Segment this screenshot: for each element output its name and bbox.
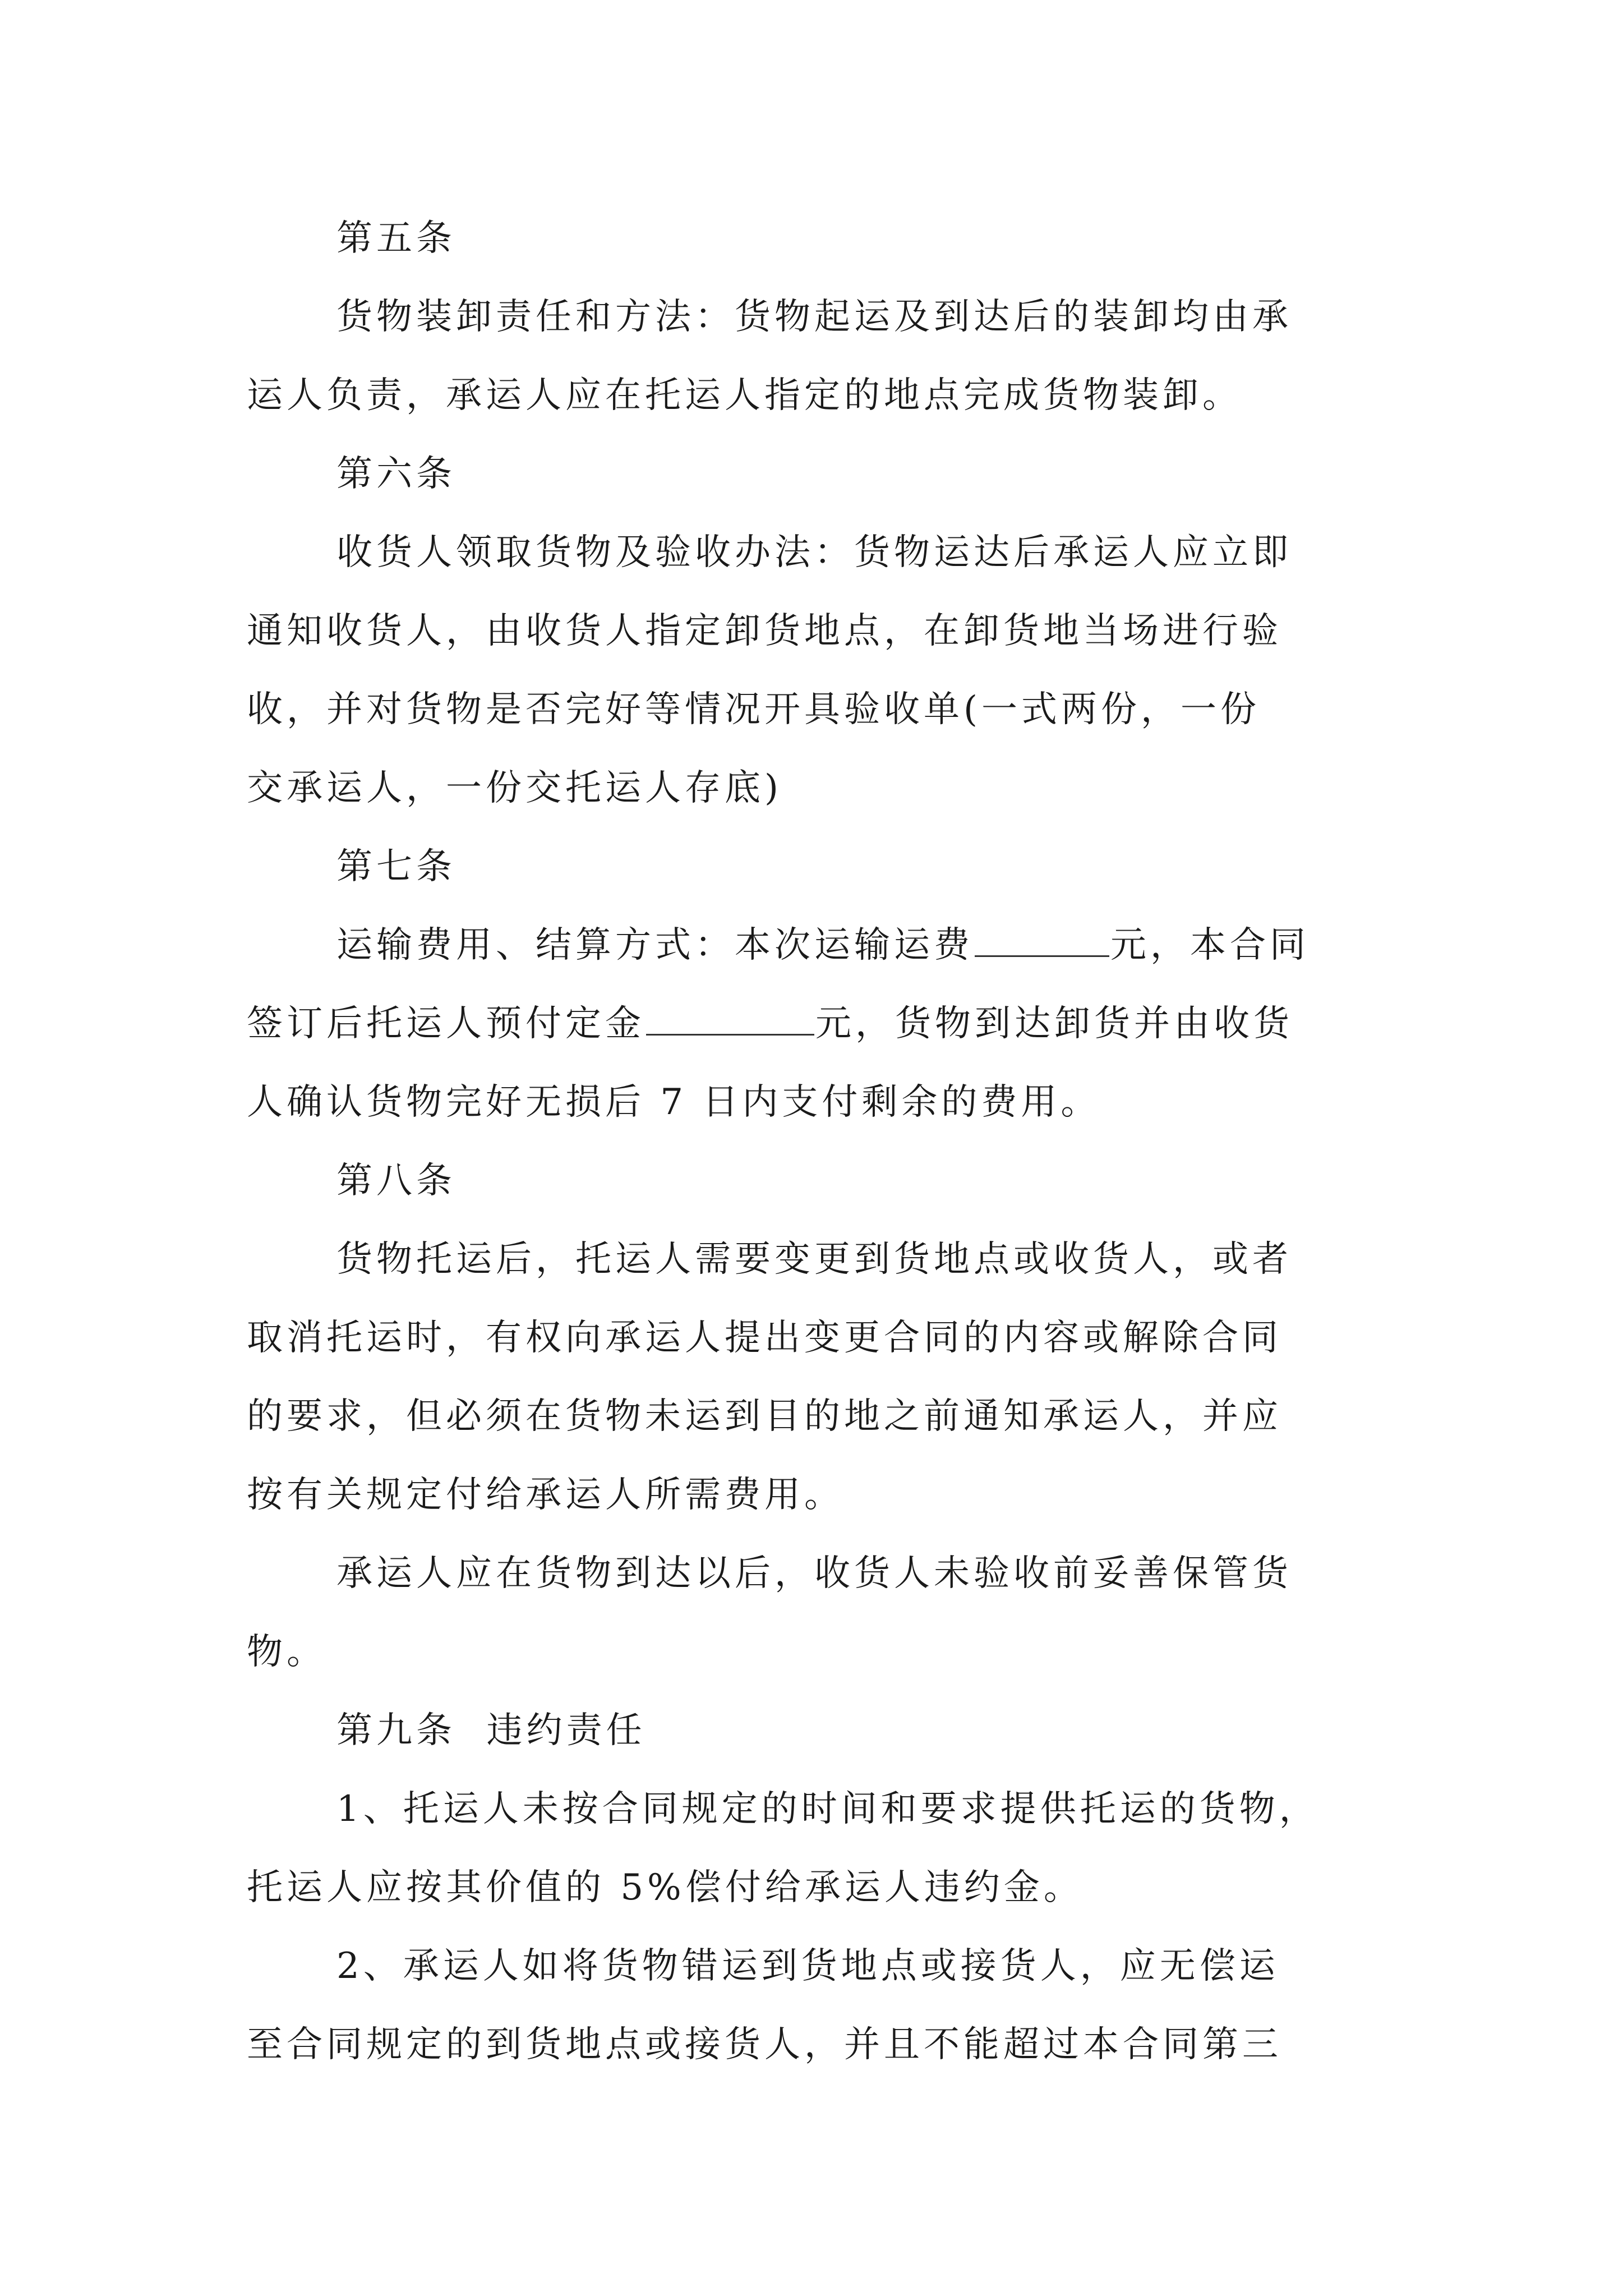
article-5-heading: 第五条 [336,218,456,259]
article-6-text-line-4: 交承运人，一份交托运人存底) [247,767,782,809]
freight-label: 运输费用、结算方式：本次运输运费 [336,924,974,966]
article-6-text-line-3: 收，并对货物是否完好等情况开具验收单(一式两份，一份 [247,689,1260,730]
article-7-text-line-2 [0,1001,1623,1046]
article-9-heading: 第九条 违约责任 [336,1710,646,1751]
article-6-text-line-2: 通知收货人，由收货人指定卸货地点，在卸货地当场进行验 [247,610,1282,652]
article-6-heading: 第六条 [336,453,456,495]
article-8-heading: 第八条 [336,1160,456,1202]
article-8-text-line-3: 的要求，但必须在货物未运到目的地之前通知承运人，并应 [247,1396,1282,1437]
deposit-amount-blank [646,1028,814,1036]
freight-amount-blank [975,950,1109,957]
article-6-text-line-1: 收货人领取货物及验收办法：货物运达后承运人应立即 [336,532,1292,573]
article-5-text-line-1: 货物装卸责任和方法：货物起运及到达后的装卸均由承 [336,296,1292,338]
freight-unit-text: 元，本合同 [1110,924,1310,966]
article-8-text-line-2: 取消托运时，有权向承运人提出变更合同的内容或解除合同 [247,1317,1282,1359]
article-5-text-line-2: 运人负责，承运人应在托运人指定的地点完成货物装卸。 [247,375,1242,416]
article-7-heading: 第七条 [336,846,456,887]
article-8-text-line-1: 货物托运后，托运人需要变更到货地点或收货人，或者 [336,1239,1292,1280]
article-9-clause-2-line-1: 2、承运人如将货物错运到货地点或接货人，应无偿运 [336,1945,1279,1987]
article-8-paragraph-2-line-2: 物。 [247,1631,326,1673]
article-9-clause-1-line-1: 1、托运人未按合同规定的时间和要求提供托运的货物， [336,1788,1319,1830]
article-7-text-line-1 [0,923,1623,968]
article-9-clause-2-line-2: 至合同规定的到货地点或接货人，并且不能超过本合同第三 [247,2024,1282,2065]
deposit-unit-text: 元，货物到达卸货并由收货 [815,1003,1293,1045]
deposit-label: 签订后托运人预付定金 [247,1003,645,1045]
article-7-text-line-3: 人确认货物完好无损后 7 日内支付剩余的费用。 [247,1082,1101,1123]
article-8-text-line-4: 按有关规定付给承运人所需费用。 [247,1474,844,1516]
article-9-clause-1-line-2: 托运人应按其价值的 5%偿付给承运人违约金。 [247,1867,1083,1908]
article-8-paragraph-2-line-1: 承运人应在货物到达以后，收货人未验收前妥善保管货 [336,1553,1292,1594]
